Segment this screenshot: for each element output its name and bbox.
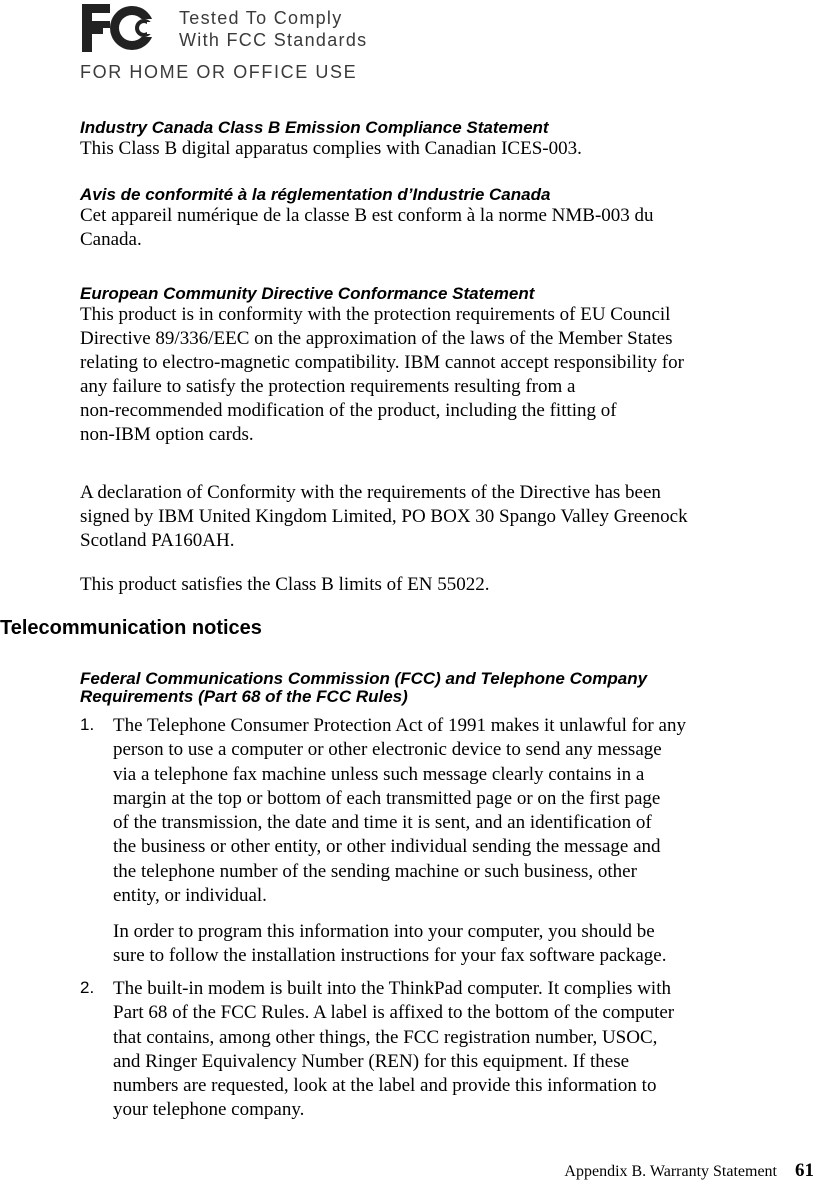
european-para2	[80, 481, 818, 553]
list-item-line: The built-in modem is built into the ThinkPad computer. It complies with	[113, 978, 671, 999]
fcc-heading	[80, 670, 818, 706]
list-item-body	[113, 714, 818, 908]
list-item-line: In order to program this information into your computer, you should be	[113, 921, 655, 942]
fcc-tested-line1: Tested To Comply	[179, 8, 343, 28]
list-item-line: and Ringer Equivalency Number (REN) for this equipment. If these	[113, 1050, 630, 1072]
european-para2-line: signed by IBM United Kingdom Limited, PO BOX 30 Spango Valley Greenock	[80, 506, 688, 527]
list-item-line: the telephone number of the sending machine or such business, other	[113, 860, 637, 882]
list-item-line: that contains, among other things, the FCC registration number, USOC,	[113, 1026, 658, 1048]
list-item-line: via a telephone fax machine unless such message clearly contains in a	[113, 763, 645, 785]
industry-canada-section	[80, 119, 818, 161]
avis-heading: Avis de conformité à la réglementation d’Industrie Canada	[80, 185, 551, 204]
list-item-body	[113, 977, 818, 1123]
european-para1-line: relating to electro-magnetic compatibility. IBM cannot accept responsibility for	[80, 352, 684, 373]
list-item-line: the business or other entity, or other individual sending the message and	[113, 836, 661, 858]
list-item-line: person to use a computer or other electronic device to send any message	[113, 739, 662, 761]
avis-section	[80, 186, 818, 252]
european-para1-line: non-IBM option cards.	[80, 424, 254, 445]
footer-section-title: Appendix B. Warranty Statement	[564, 1163, 777, 1180]
list-item-line: your telephone company.	[113, 1099, 305, 1121]
fcc-heading-line2: Requirements (Part 68 of the FCC Rules)	[80, 687, 408, 706]
fcc-heading-line1: Federal Communications Commission (FCC) and Telephone Company	[80, 669, 648, 688]
european-para1-line: any failure to satisfy the protection requirements resulting from a	[80, 376, 576, 397]
european-para2-line: A declaration of Conformity with the requirements of the Directive has been	[80, 482, 661, 503]
list-item-line: Part 68 of the FCC Rules. A label is affixed to the bottom of the computer	[113, 1002, 675, 1024]
list-item-line: margin at the top or bottom of each transmitted page or on the first page	[113, 787, 661, 809]
european-para1-line: non-recommended modification of the product, including the fitting of	[80, 400, 617, 421]
european-section	[80, 285, 818, 447]
avis-line2: Canada.	[80, 229, 142, 250]
european-para1	[80, 303, 818, 447]
list-item-line: numbers are requested, look at the label and provide this information to	[113, 1075, 657, 1097]
avis-line1: Cet appareil numérique de la classe B est conform à la norme NMB-003 du	[80, 205, 654, 226]
list-item-2	[80, 977, 818, 1123]
list-item-1	[80, 714, 818, 908]
list-item-line: entity, or individual.	[113, 885, 267, 907]
list-item-number: 2.	[80, 978, 95, 997]
fcc-logo	[80, 2, 380, 86]
list-item-line: sure to follow the installation instructions for your fax software package.	[113, 945, 667, 967]
page-footer	[564, 1160, 814, 1182]
list-item-line: of the transmission, the date and time it is sent, and an identification of	[113, 812, 652, 834]
european-heading: European Community Directive Conformance Statement	[80, 284, 535, 303]
european-para1-line: This product is in conformity with the protection requirements of EU Council	[80, 304, 671, 325]
industry-canada-heading: Industry Canada Class B Emission Compliance Statement	[80, 118, 549, 137]
fcc-tested-line2: With FCC Standards	[179, 30, 368, 50]
european-para3: This product satisfies the Class B limits of EN 55022.	[80, 574, 490, 595]
telecom-heading: Telecommunication notices	[0, 617, 262, 639]
page-number: 61	[795, 1160, 814, 1181]
fcc-home-office: FOR HOME OR OFFICE USE	[80, 62, 358, 82]
fcc-tested-text	[179, 7, 367, 51]
european-para2-line: Scotland PA160AH.	[80, 530, 235, 551]
list-item-subpara-body	[113, 920, 818, 969]
fcc-logo-icon	[80, 2, 160, 54]
list-item-number: 1.	[80, 715, 95, 734]
list-item-1-subpara	[80, 920, 818, 969]
industry-canada-text: This Class B digital apparatus complies with Canadian ICES-003.	[80, 138, 582, 159]
european-para1-line: Directive 89/336/EEC on the approximation of the laws of the Member States	[80, 328, 673, 349]
list-item-line: The Telephone Consumer Protection Act of 1991 makes it unlawful for any	[113, 715, 686, 736]
